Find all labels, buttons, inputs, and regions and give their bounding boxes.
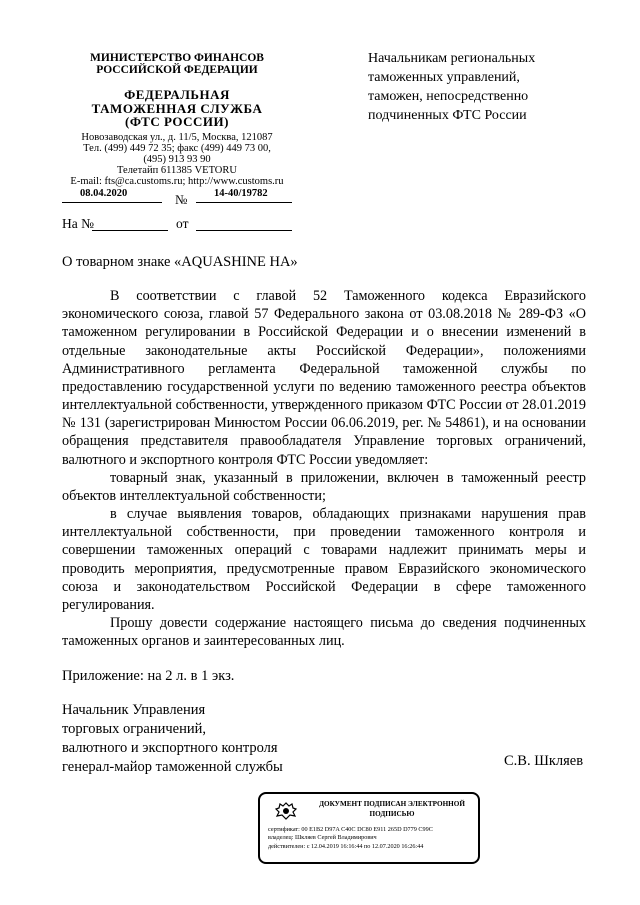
stamp-owner: владелец: Шкляев Сергей Владимирович: [268, 834, 377, 842]
date-underline: [62, 188, 162, 203]
registration-date: 08.04.2020: [80, 188, 128, 199]
ministry-name: [62, 52, 292, 76]
sender-phone-2: (495) 913 93 90: [143, 154, 211, 166]
reference-label: На №: [62, 216, 94, 231]
addressee-line-1: Начальникам региональных: [368, 51, 536, 66]
service-line-1: ФЕДЕРАЛЬНАЯ: [124, 87, 230, 102]
sender-phone: Тел. (499) 449 72 35; факс (499) 449 73 00,: [83, 143, 271, 155]
sender-email: E-mail: fts@ca.customs.ru; http://www.customs.ru: [70, 176, 284, 188]
signer-name: С.В. Шкляев: [504, 753, 584, 769]
electronic-signature-stamp: [258, 792, 480, 864]
service-line-2: ТАМОЖЕННАЯ СЛУЖБА: [91, 100, 263, 116]
sender-contacts: [62, 132, 292, 187]
stamp-certificate: сертификат: 00 E1B2 D97A C40C DC80 E911 265D D779 C99C: [268, 826, 433, 833]
body-paragraph-4: Прошу довести содержание настоящего письма до сведения подчиненных таможенных органов и заинтересованных лиц.: [62, 615, 586, 650]
body-paragraph-3: в случае выявления товаров, обладающих признаками нарушения прав интеллектуальной собственности, при проведении таможенного контроля и совершении таможенных операций с товарами надлежит принимать меры и проводить мероприятия, предусмотренные правом Евразийского экономического союза и законодательством Российской Федерации в сфере таможенного регулирования.: [62, 506, 586, 613]
registration-number: 14-40/19782: [214, 188, 268, 199]
registration-row: [62, 188, 292, 208]
emblem-icon: [274, 800, 298, 822]
sender-address: Новозаводская ул., д. 11/5, Москва, 121087: [81, 132, 273, 143]
ministry-line-1: МИНИСТЕРСТВО ФИНАНСОВ: [90, 52, 264, 64]
reference-row: [62, 216, 292, 236]
service-name: [62, 88, 292, 129]
ministry-line-2: РОССИЙСКОЙ ФЕДЕРАЦИИ: [96, 64, 258, 77]
addressee-line-3: таможен, непосредственно: [368, 88, 529, 104]
reference-number-line: [92, 216, 168, 231]
addressee-line-4: подчиненных ФТС России: [368, 107, 527, 123]
reference-from-label: от: [176, 216, 189, 231]
letter-subject: О товарном знаке «AQUASHINE HA»: [62, 254, 298, 270]
signer-line-2: торговых ограничений,: [62, 721, 206, 738]
letter-body: [62, 287, 586, 650]
attachment-note: Приложение: на 2 л. в 1 экз.: [62, 668, 235, 684]
addressee: [368, 50, 608, 126]
signer-line-4: генерал-майор таможенной службы: [62, 759, 283, 776]
reference-date-line: [196, 216, 292, 231]
body-paragraph-2: товарный знак, указанный в приложении, включен в таможенный реестр объектов интеллектуальной собственности;: [62, 469, 586, 504]
signer-line-3: валютного и экспортного контроля: [62, 740, 278, 757]
stamp-title: ДОКУМЕНТ ПОДПИСАН ЭЛЕКТРОННОЙ ПОДПИСЬЮ: [319, 800, 465, 818]
stamp-details: [268, 826, 474, 851]
signer-line-1: Начальник Управления: [62, 702, 206, 718]
number-sign: №: [175, 192, 188, 207]
sender-teletype: Телетайп 611385 VETORU: [117, 165, 237, 177]
body-paragraph-1: В соответствии с главой 52 Таможенного кодекса Евразийского экономического союза, главой 57 Федерального закона от 03.08.2018 № 289-ФЗ «О таможенном регулировании в Российской Федерации и о внесении изменений в отдельные законодательные акты Российской Федерации», положениями Административного регламента Федеральной таможенной службы по предоставлению государственной услуги по ведению таможенного реестра объектов интеллектуальной собственности, утвержденного приказом ФТС России от 28.01.2019 № 131 (зарегистрирован Минюстом России 06.06.2019, рег. № 54861), и на основании обращения представителя правообладателя Управление торговых ограничений, валютного и экспортного контроля ФТС России уведомляет:: [62, 288, 586, 468]
addressee-line-2: таможенных управлений,: [368, 69, 520, 85]
stamp-validity: действителен: с 12.04.2019 16:16:44 по 12.07.2020 16:26:44: [268, 842, 424, 850]
number-underline: [196, 188, 292, 203]
service-line-3: (ФТС РОССИИ): [125, 114, 229, 130]
signer-title: [62, 701, 283, 778]
